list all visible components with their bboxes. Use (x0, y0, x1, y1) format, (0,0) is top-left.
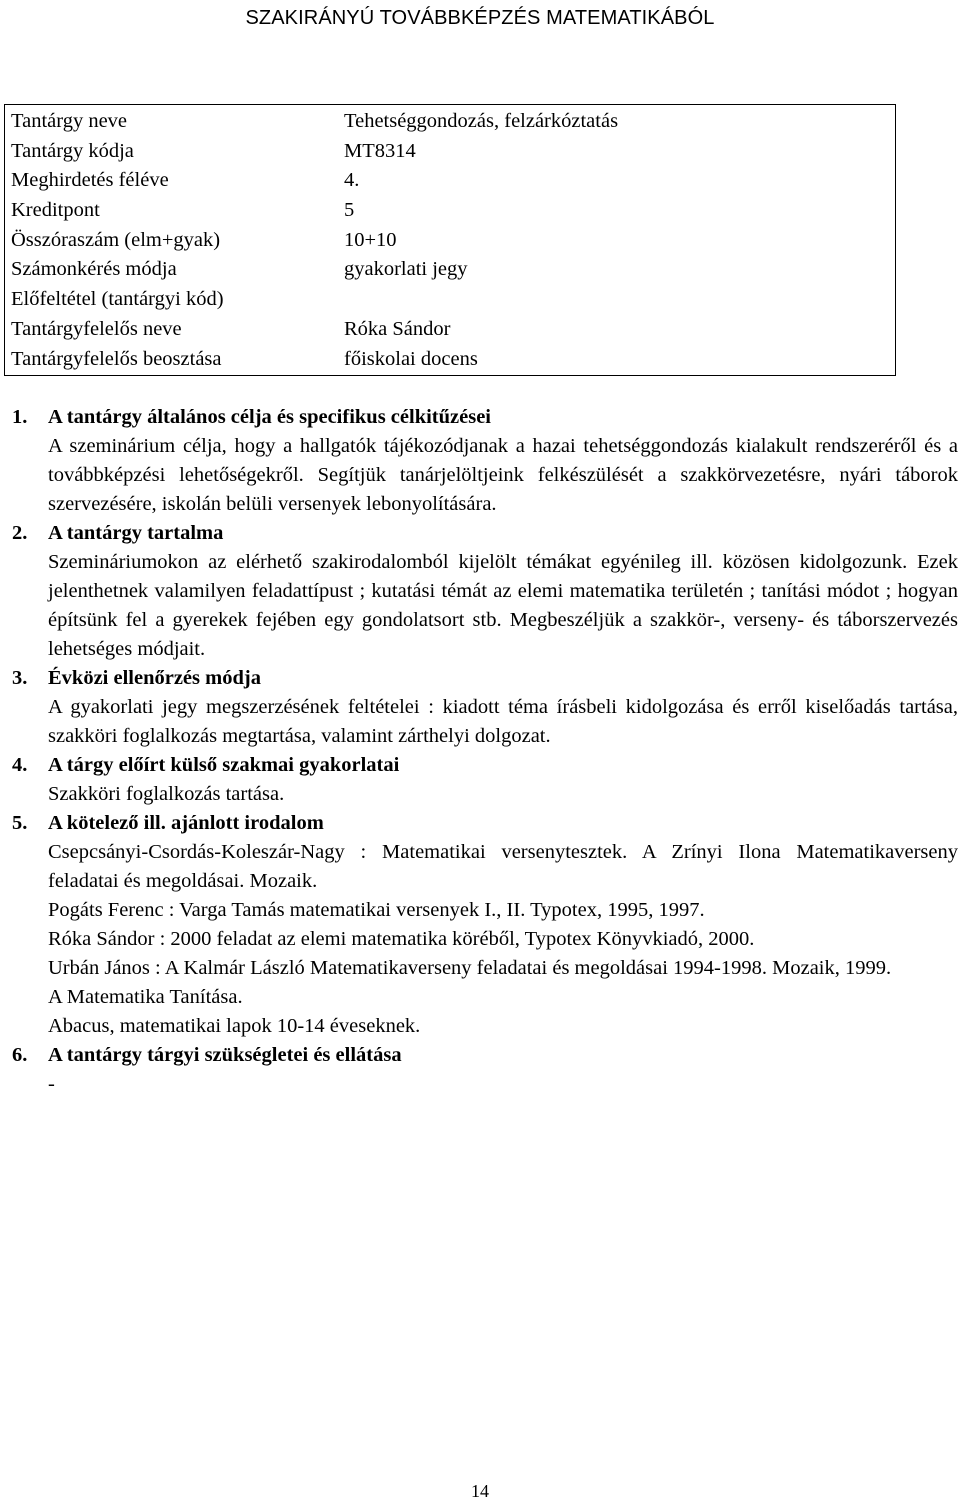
literature-entry: Csepcsányi-Csordás-Koleszár-Nagy : Matematikai versenytesztek. A Zrínyi Ilona Matematikaverseny feladatai és megoldásai. Mozaik. (48, 841, 958, 892)
info-label: Tantárgyfelelős neve (11, 317, 182, 340)
info-label: Tantárgyfelelős beosztása (11, 347, 222, 370)
section-assessment (12, 664, 958, 751)
section-number: 4. (12, 754, 28, 776)
info-value: gyakorlati jegy (344, 258, 468, 281)
literature-entry: Urbán János : A Kalmár László Matematikaverseny feladatai és megoldásai 1994-1998. Mozaik, 1999. (48, 957, 892, 979)
section-heading (12, 519, 958, 548)
info-value: MT8314 (344, 139, 416, 162)
section-heading (12, 809, 958, 838)
page-number: 14 (471, 1481, 489, 1501)
info-value: 4. (344, 169, 360, 192)
section-title: A tantárgy általános célja és specifikus célkitűzései (48, 406, 491, 428)
section-heading (12, 664, 958, 693)
section-literature (12, 809, 958, 1041)
section-paragraph: Szemináriumokon az elérhető szakirodalomból kijelölt témákat egyénileg ill. közösen kidolgozunk. Ezek jelenthetnek valamilyen feladattípust ; kutatási témát az elemi matematika területén ; tanítási módot ; hogyan építsünk fel a gyerekek fejében egy gondolatsort stb. Megbeszéljük a szakkör-, verseny- és táborszervezés lehetséges módjait. (48, 551, 958, 660)
section-number: 5. (12, 812, 28, 834)
course-info-table (4, 104, 896, 376)
section-heading (12, 1041, 958, 1070)
section-objectives (12, 403, 958, 519)
literature-entry: A Matematika Tanítása. (48, 986, 243, 1008)
info-row-subject-name (11, 107, 895, 137)
section-paragraph: - (48, 1073, 55, 1095)
section-content (12, 519, 958, 664)
section-paragraph: A gyakorlati jegy megszerzésének feltételei : kiadott téma írásbeli kidolgozása és erről kiselőadás tartása, szakköri foglalkozás megtartása, valamint zárthelyi dolgozat. (48, 696, 958, 747)
section-title: Évközi ellenőrzés módja (48, 667, 261, 689)
info-row-prerequisite (11, 285, 895, 315)
info-row-responsible-name (11, 315, 895, 345)
page-header: SZAKIRÁNYÚ TOVÁBBKÉPZÉS MATEMATIKÁBÓL (245, 7, 715, 29)
section-title: A tantárgy tárgyi szükségletei és ellátása (48, 1044, 402, 1066)
literature-entry: Pogáts Ferenc : Varga Tamás matematikai versenyek I., II. Typotex, 1995, 1997. (48, 899, 705, 921)
info-value: Róka Sándor (344, 317, 451, 340)
course-sections (12, 403, 958, 1099)
section-title: A kötelező ill. ajánlott irodalom (48, 812, 324, 834)
info-label: Kreditpont (11, 199, 100, 222)
info-label: Tantárgy kódja (11, 139, 134, 162)
section-requirements (12, 1041, 958, 1099)
info-row-semester (11, 166, 895, 196)
info-label: Tantárgy neve (11, 110, 128, 132)
info-label: Előfeltétel (tantárgyi kód) (11, 288, 224, 311)
section-practice (12, 751, 958, 809)
info-label: Összóraszám (elm+gyak) (11, 228, 221, 251)
section-paragraph: A szeminárium célja, hogy a hallgatók tájékozódjanak a hazai tehetséggondozás kialakult rendszeréről és a továbbképzési lehetőségekről. Segítjük tanárjelöltjeink felkészülését a szakkörvezetésre, nyári táborok szervezésére, iskolán belüli versenyek lebonyolítására. (48, 435, 958, 515)
info-label: Számonkérés módja (11, 258, 177, 281)
section-number: 6. (12, 1044, 28, 1066)
section-number: 3. (12, 667, 28, 689)
section-number: 1. (12, 406, 28, 428)
info-row-hours (11, 226, 895, 256)
info-label: Meghirdetés féléve (11, 169, 169, 192)
info-value: főiskolai docens (344, 347, 478, 370)
section-number: 2. (12, 522, 28, 544)
info-row-subject-code (11, 137, 895, 167)
section-heading (12, 751, 958, 780)
section-heading (12, 403, 958, 432)
section-title: A tárgy előírt külső szakmai gyakorlatai (48, 754, 400, 776)
section-title: A tantárgy tartalma (48, 522, 224, 544)
info-value: Tehetséggondozás, felzárkóztatás (344, 110, 619, 132)
info-row-credits (11, 196, 895, 226)
literature-entry: Abacus, matematikai lapok 10-14 éveseknek. (48, 1015, 421, 1037)
info-value: 10+10 (344, 228, 397, 251)
info-row-responsible-position (11, 345, 895, 375)
literature-entry: Róka Sándor : 2000 feladat az elemi matematika köréből, Typotex Könyvkiadó, 2000. (48, 928, 755, 950)
info-row-assessment (11, 255, 895, 285)
section-paragraph: Szakköri foglalkozás tartása. (48, 783, 285, 805)
info-value: 5 (344, 199, 355, 222)
